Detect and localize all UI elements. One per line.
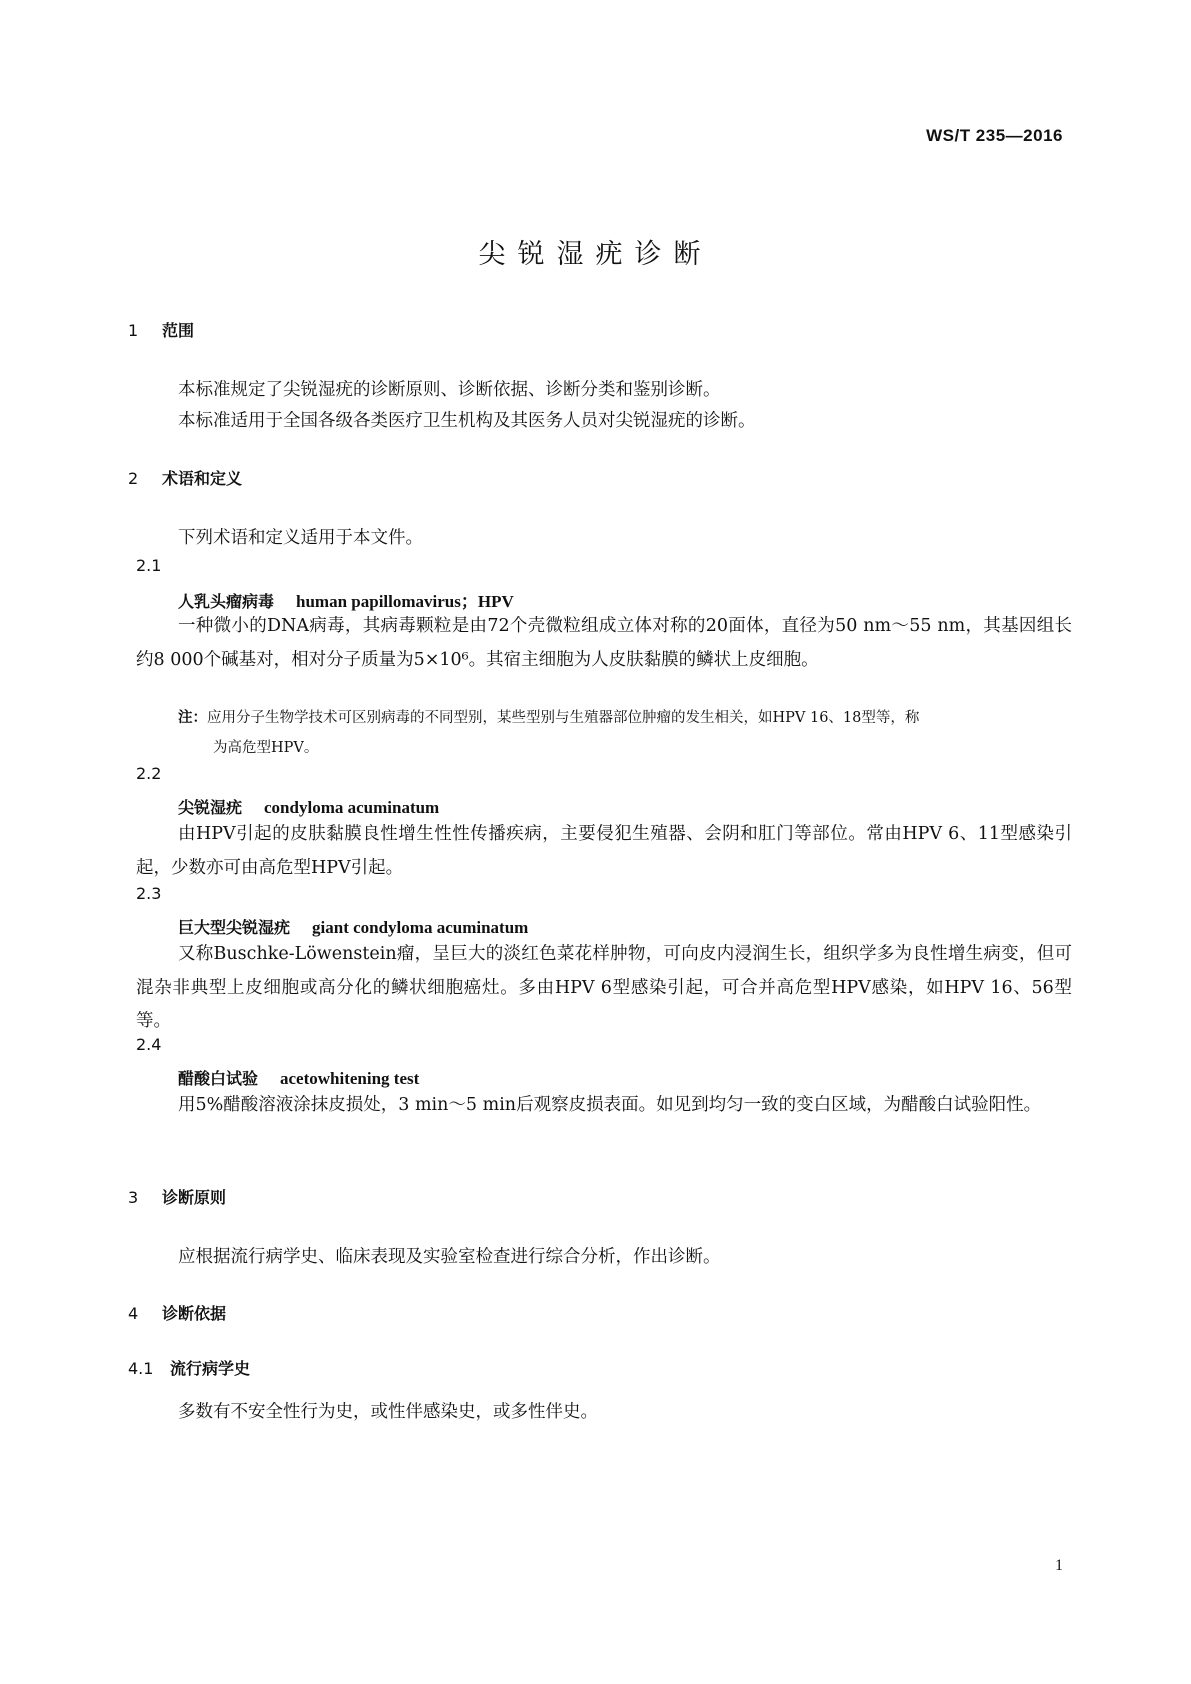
section-number: 1 [128,321,139,340]
section-number: 3 [128,1188,139,1207]
term-number: 2.4 [136,1035,162,1054]
term-number: 2.3 [136,884,162,903]
section-title: 诊断原则 [162,1188,227,1207]
term-en: condyloma acuminatum [264,798,440,817]
note-label: 注： [178,710,207,726]
section-1-heading [128,318,194,341]
term-heading [178,915,528,938]
scope-paragraph-1: 本标准规定了尖锐湿疣的诊断原则、诊断依据、诊断分类和鉴别诊断。 [178,380,721,400]
note-text-line-1: 应用分子生物学技术可区别病毒的不同型别，某些型别与生殖器部位肿瘤的发生相关，如HPV 16、18型等，称 [207,710,920,726]
term-zh: 尖锐湿疣 [178,798,243,817]
term-definition: 一种微小的DNA病毒，其病毒颗粒是由72个壳微粒组成立体对称的20面体，直径为50 nm～55 nm，其基因组长约8 000个碱基对，相对分子质量为5×10⁶。其宿主细胞为人皮肤黏膜的鳞状上皮细胞。 [136,616,1072,670]
term-definition: 用5%醋酸溶液涂抹皮损处，3 min～5 min后观察皮损表面。如见到均匀一致的变白区域，为醋酸白试验阳性。 [178,1095,1042,1115]
terms-intro: 下列术语和定义适用于本文件。 [178,528,423,548]
section-number: 2 [128,469,139,488]
term-zh: 人乳头瘤病毒 [178,592,275,611]
term-zh: 巨大型尖锐湿疣 [178,918,291,937]
term-en: human papillomavirus；HPV [296,592,514,611]
term-zh: 醋酸白试验 [178,1069,259,1088]
scope-paragraph-2: 本标准适用于全国各级各类医疗卫生机构及其医务人员对尖锐湿疣的诊断。 [178,411,756,431]
term-heading [178,1066,419,1089]
term-en: giant condyloma acuminatum [312,918,529,937]
document-number: WS/T 235—2016 [926,126,1063,145]
principle-paragraph: 应根据流行病学史、临床表现及实验室检查进行综合分析，作出诊断。 [178,1247,721,1267]
epidemiology-paragraph: 多数有不安全性行为史，或性伴感染史，或多性伴史。 [178,1402,598,1422]
term-definition: 由HPV引起的皮肤黏膜良性增生性性传播疾病，主要侵犯生殖器、会阴和肛门等部位。常由HPV 6、11型感染引起，少数亦可由高危型HPV引起。 [136,824,1072,878]
term-number: 2.1 [136,556,162,575]
term-note [178,703,1070,763]
section-title: 范围 [162,321,195,340]
note-text-line-2: 为高危型HPV。 [213,740,319,756]
page-number: 1 [1055,1557,1063,1574]
term-heading [178,795,439,818]
term-number: 2.2 [136,764,162,783]
section-2-heading [128,466,242,489]
section-number: 4 [128,1304,139,1323]
section-title: 诊断依据 [162,1304,227,1323]
term-en: acetowhitening test [280,1069,420,1088]
term-definition: 又称Buschke-Löwenstein瘤，呈巨大的淡红色菜花样肿物，可向皮内浸润生长，组织学多为良性增生病变，但可混杂非典型上皮细胞或高分化的鳞状细胞癌灶。多由HPV 6型感染引起，可合并高危型HPV感染，如HPV 16、56型等。 [136,944,1072,1031]
page-title: 尖锐湿疣诊断 [478,239,713,270]
section-number: 4.1 [128,1359,154,1378]
section-4-heading [128,1301,226,1324]
term-heading [178,587,514,612]
section-3-heading [128,1185,226,1208]
section-4-1-heading [128,1356,250,1379]
section-title: 术语和定义 [162,469,243,488]
section-title: 流行病学史 [170,1359,251,1378]
